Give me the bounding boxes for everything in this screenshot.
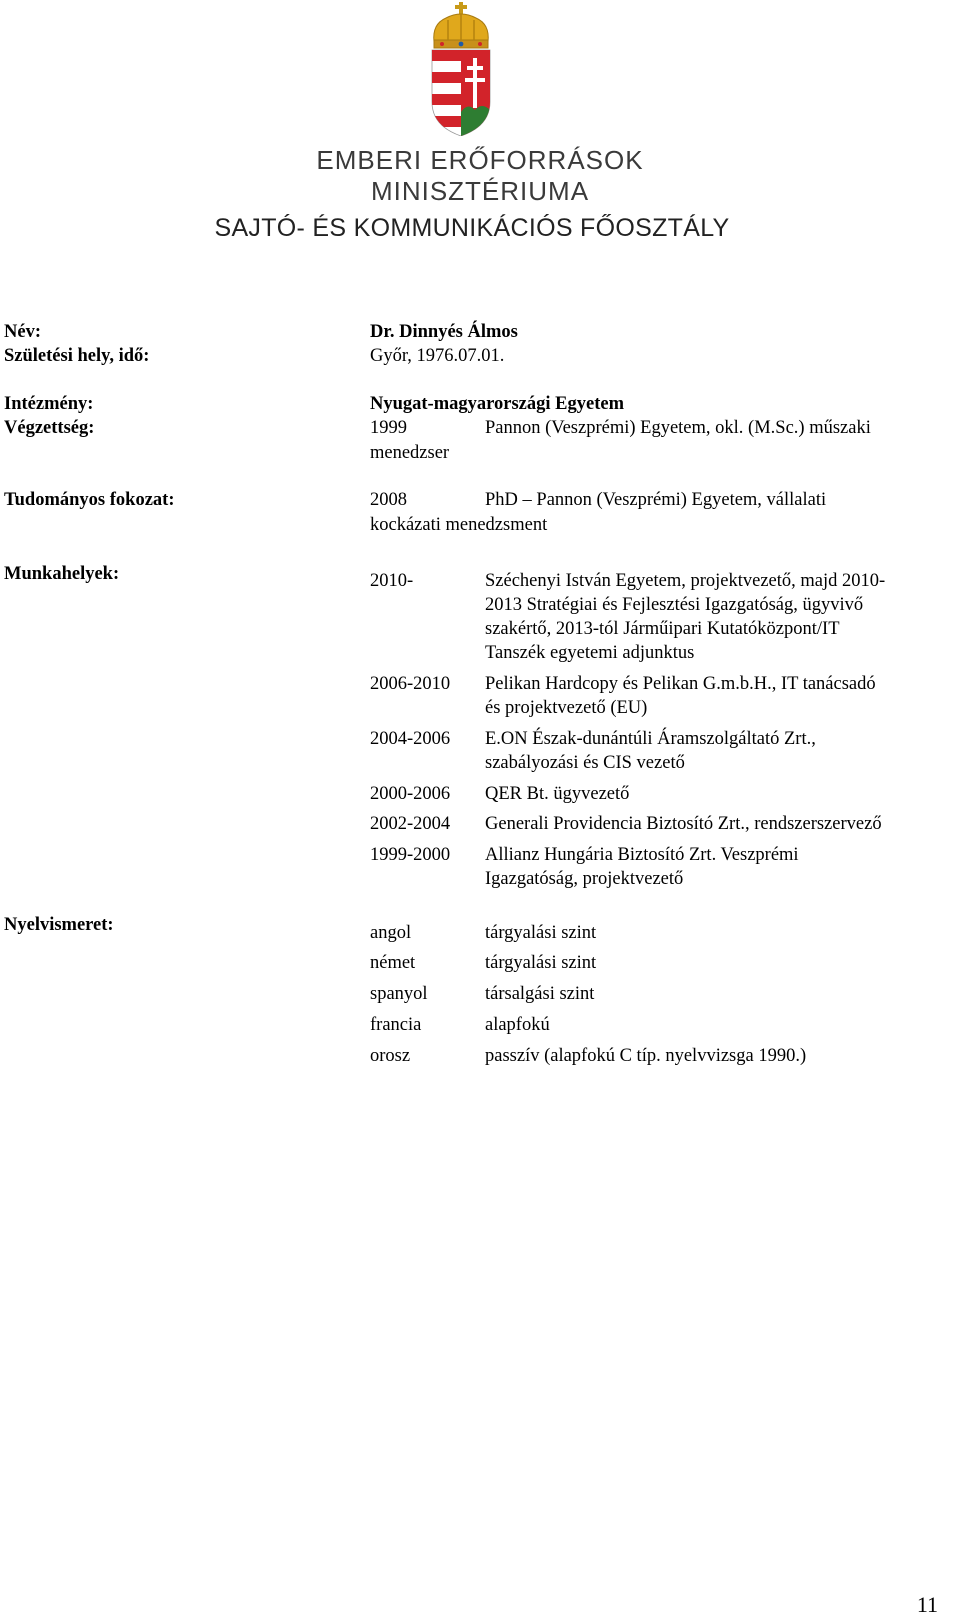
language-level: társalgási szint — [485, 984, 595, 1004]
job-period: 2006-2010 — [370, 674, 451, 694]
job-line: Igazgatóság, projektvezető — [485, 869, 684, 889]
job-line: Generali Providencia Biztosító Zrt., rendszerszervező — [485, 814, 882, 834]
language-level: passzív (alapfokú C típ. nyelvvizsga 1990.) — [485, 1046, 807, 1066]
job-line: Széchenyi István Egyetem, projektvezető, majd 2010- — [485, 571, 886, 591]
ministry-name-line1: EMBERI ERŐFORRÁSOK — [316, 145, 644, 175]
label-languages: Nyelvismeret: — [4, 915, 114, 935]
job-period: 2010- — [370, 571, 414, 591]
person-birth: Győr, 1976.07.01. — [370, 346, 505, 366]
job-line: Allianz Hungária Biztosító Zrt. Veszprémi — [485, 845, 799, 865]
degree-year: 2008 — [370, 490, 407, 510]
language-level: alapfokú — [485, 1015, 550, 1035]
person-institution: Nyugat-magyarországi Egyetem — [370, 394, 624, 414]
language-name: német — [370, 953, 416, 973]
person-name: Dr. Dinnyés Álmos — [370, 322, 518, 342]
department-title: SAJTÓ- ÉS KOMMUNIKÁCIÓS FŐOSZTÁLY — [214, 214, 730, 242]
label-education: Végzettség: — [4, 418, 95, 438]
degree-text-line1: PhD – Pannon (Veszprémi) Egyetem, vállalati — [485, 490, 827, 510]
job-line: 2013 Stratégiai és Fejlesztési Igazgatóság, ügyvivő — [485, 595, 864, 615]
degree-text-line2: kockázati menedzsment — [370, 515, 548, 535]
education-text-line1: Pannon (Veszprémi) Egyetem, okl. (M.Sc.) műszaki — [485, 418, 871, 438]
job-period: 2000-2006 — [370, 784, 451, 804]
job-line: és projektvezető (EU) — [485, 698, 648, 718]
label-workplaces: Munkahelyek: — [4, 564, 120, 584]
coat-of-arms-logo — [428, 2, 494, 136]
language-name: spanyol — [370, 984, 428, 1004]
job-line: Tanszék egyetemi adjunktus — [485, 643, 695, 663]
job-line: szabályozási és CIS vezető — [485, 753, 685, 773]
language-level: tárgyalási szint — [485, 953, 597, 973]
label-name: Név: — [4, 322, 41, 342]
language-name: angol — [370, 923, 412, 943]
label-institution: Intézmény: — [4, 394, 94, 414]
job-line: QER Bt. ügyvezető — [485, 784, 630, 804]
job-line: Pelikan Hardcopy és Pelikan G.m.b.H., IT tanácsadó — [485, 674, 876, 694]
ministry-name-line2: MINISZTÉRIUMA — [370, 176, 590, 206]
job-period: 1999-2000 — [370, 845, 451, 865]
label-degree: Tudományos fokozat: — [4, 490, 175, 510]
job-period: 2002-2004 — [370, 814, 451, 834]
education-year: 1999 — [370, 418, 407, 438]
page-number: 11 — [916, 1592, 938, 1617]
job-line: E.ON Észak-dunántúli Áramszolgáltató Zrt., — [485, 729, 816, 749]
job-period: 2004-2006 — [370, 729, 451, 749]
language-name: orosz — [370, 1046, 411, 1066]
language-level: tárgyalási szint — [485, 923, 597, 943]
language-name: francia — [370, 1015, 422, 1035]
label-birth: Születési hely, idő: — [4, 346, 150, 366]
education-text-line2: menedzser — [370, 443, 450, 463]
job-line: szakértő, 2013-tól Járműipari Kutatóközpont/IT — [485, 619, 840, 639]
